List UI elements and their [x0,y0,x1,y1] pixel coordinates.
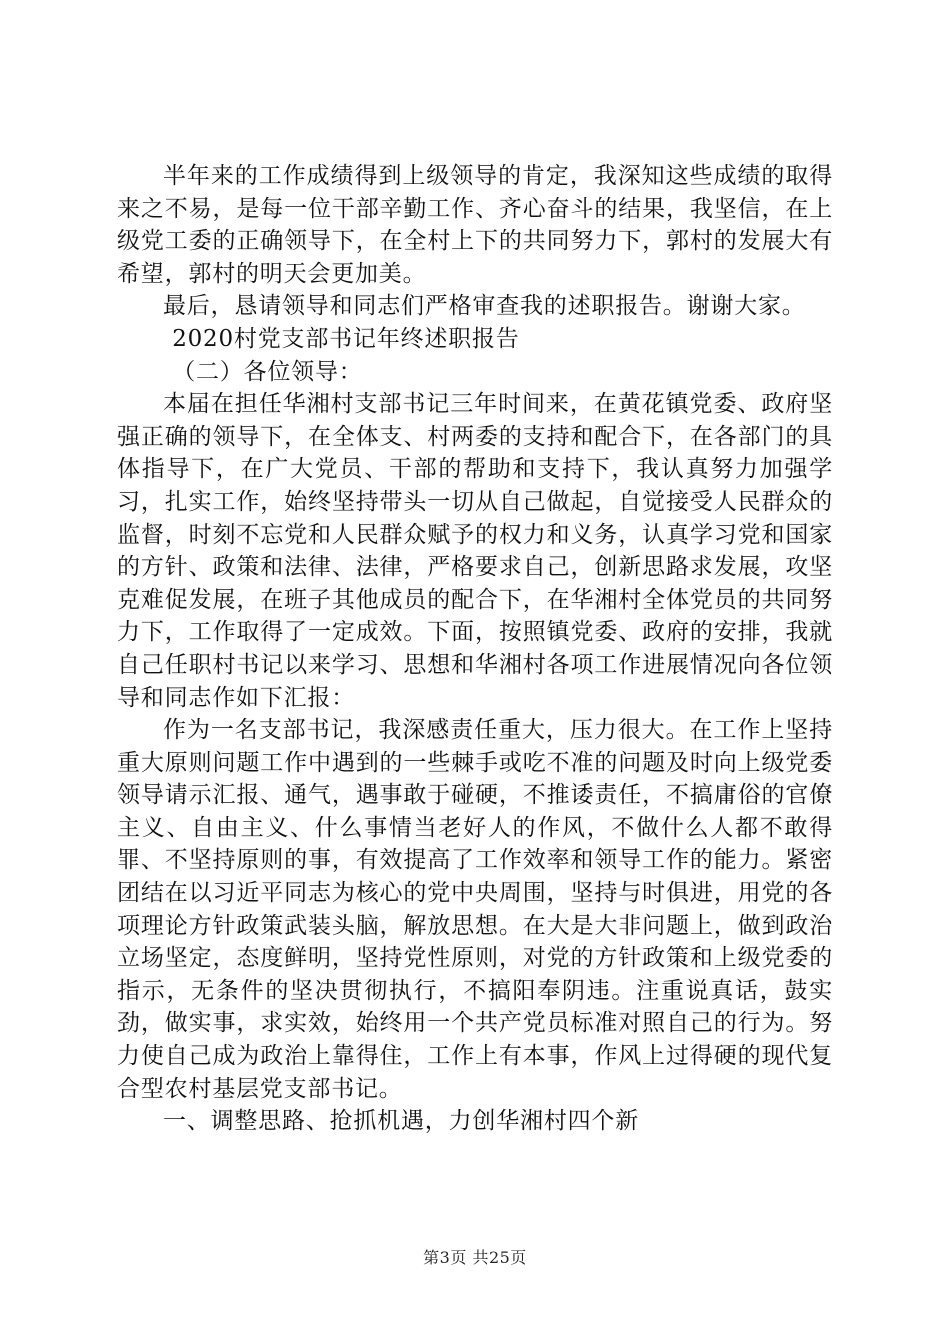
paragraph-summary: 半年来的工作成绩得到上级领导的肯定，我深知这些成绩的取得来之不易，是每一位干部辛勤工作、齐心奋斗的结果，我坚信，在上级党工委的正确领导下，在全村上下的共同努力下，郭村的发展大有希望，郭村的明天会更加美。 [117,163,833,287]
section-heading: 一、调整思路、抢抓机遇，力创华湘村四个新 [163,1108,639,1135]
document-body [117,160,833,1138]
paragraph-closing: 最后，恳请领导和同志们严格审查我的述职报告。谢谢大家。 [163,293,806,320]
page-number-footer: 第3页 共25页 [423,1248,527,1267]
paragraph-responsibility: 作为一名支部书记，我深感责任重大，压力很大。在工作上坚持重大原则问题工作中遇到的一些棘手或吃不准的问题及时向上级党委领导请示汇报、通气，遇事敢于碰硬，不推诿责任，不搞庸俗的官僚主义、自由主义、什么事情当老好人的作风，不做什么人都不敢得罪、不坚持原则的事，有效提高了工作效率和领导工作的能力。紧密团结在以习近平同志为核心的党中央周围，坚持与时俱进，用党的各项理论方针政策武装头脑，解放思想。在大是大非问题上，做到政治立场坚定，态度鲜明，坚持党性原则，对党的方针政策和上级党委的指示，无条件的坚决贯彻执行，不搞阳奉阴违。注重说真话，鼓实劲，做实事，求实效，始终用一个共产党员标准对照自己的行为。努力使自己成为政治上靠得住，工作上有本事，作风上过得硬的现代复合型农村基层党支部书记。 [117,717,833,1102]
salutation: （二）各位领导： [172,358,363,385]
paragraph-introduction: 本届在担任华湘村支部书记三年时间来，在黄花镇党委、政府坚强正确的领导下，在全体支、村两委的支持和配合下，在各部门的具体指导下，在广大党员、干部的帮助和支持下，我认真努力加强学习，扎实工作，始终坚持带头一切从自己做起，自觉接受人民群众的监督，时刻不忘党和人民群众赋予的权力和义务，认真学习党和国家的方针、政策和法律、法律，严格要求自己，创新思路求发展，攻坚克难促发展，在班子其他成员的配合下，在华湘村全体党员的共同努力下，工作取得了一定成效。下面，按照镇党委、政府的安排，我就自己任职村书记以来学习、思想和华湘村各项工作进展情况向各位领导和同志作如下汇报： [117,391,833,711]
report-title: 2020村党支部书记年终述职报告 [172,325,520,352]
